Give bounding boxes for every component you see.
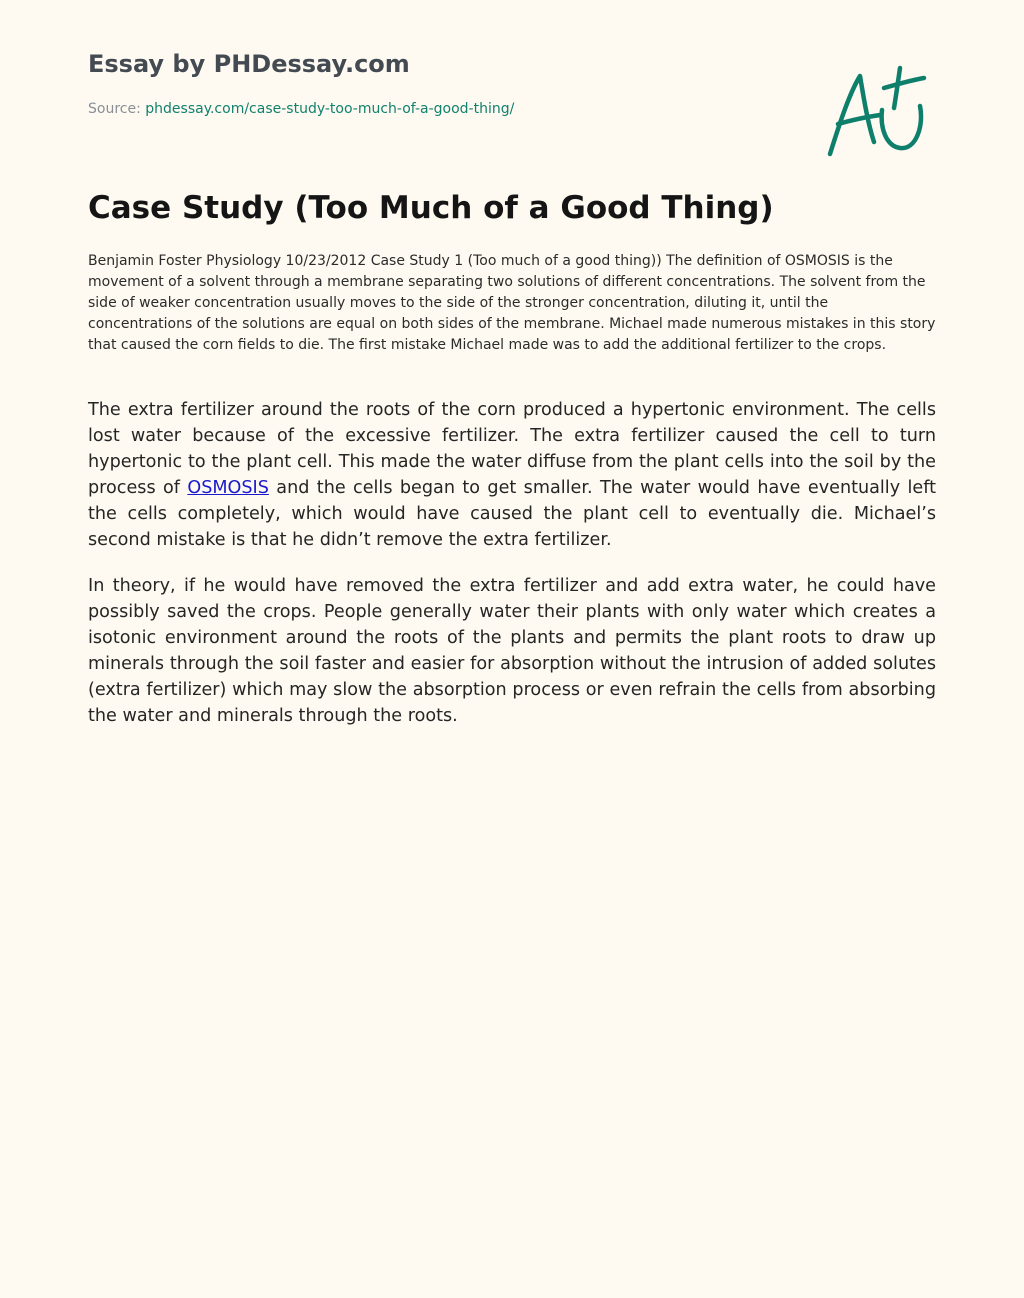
paragraph-1-text-end: and the cells began to get smaller. The water would have eventually left the cells completely, which would have caused the plant cell to eventually die. Michael’s second mistake is that he didn’t remove the extra fertilizer. (88, 478, 936, 550)
intro-paragraph: Benjamin Foster Physiology 10/23/2012 Case Study 1 (Too much of a good thing)) The definition of OSMOSIS is the movement of a solvent through a membrane separating two solutions of different concentrations. The solvent from the side of weaker concentration usually moves to the side of the stronger concentration, diluting it, until the concentrations of the solutions are equal on both sides of the membrane. Michael made numerous mistakes in this story that caused the corn fields to die. The first mistake Michael made was to add the additional fertilizer to the crops. (88, 253, 936, 353)
body-paragraph-2: In theory, if he would have removed the extra fertilizer and add extra water, he could have possibly saved the crops. People generally water their plants with only water which creates a isotonic environment around the roots of the plants and permits the plant roots to draw up minerals through the soil faster and easier for absorption without the intrusion of added solutes (extra fertilizer) which may slow the absorption process or even refrain the cells from absorbing the water and minerals through the roots. (88, 576, 936, 726)
a-plus-grade-icon (818, 62, 930, 162)
source-label: Source: (88, 101, 141, 117)
osmosis-link[interactable]: OSMOSIS (187, 478, 269, 498)
site-title: Essay by PHDessay.com (88, 50, 410, 78)
document-title: Case Study (Too Much of a Good Thing) (88, 190, 774, 226)
source-line (88, 101, 514, 117)
source-link[interactable]: phdessay.com/case-study-too-much-of-a-good-thing/ (145, 101, 515, 117)
body-paragraph-1 (88, 397, 936, 553)
paragraph-1-text-start: The extra fertilizer around the roots of the corn produced a hypertonic environment. The cells lost water because of the excessive fertilizer. The extra fertilizer caused the cell to turn hypertonic to the plant cell. This made the water diffuse from the plant cells into the soil by the process of (88, 400, 936, 498)
